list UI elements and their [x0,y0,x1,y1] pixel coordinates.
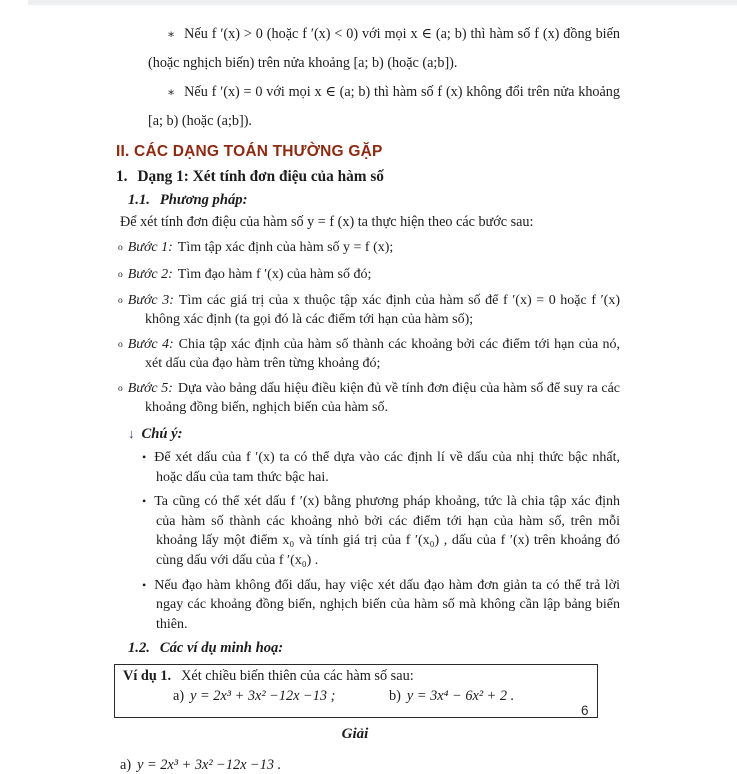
asterisk-bullet-icon: ∗ [167,85,176,99]
note-bullet-1-text: Để xét dấu của f ′(x) ta có thể dựa vào các định lí về dấu của nhị thức bậc nhất, hoặc dấu của tam thức bậc hai. [154,450,620,485]
circle-bullet-icon: o [118,340,123,350]
step-label: Bước 1: [127,240,173,255]
step-label: Bước 2: [127,266,173,282]
method-step-1 [112,239,620,258]
example-item-a [173,688,335,705]
example-label: Ví dụ 1. [123,668,172,685]
step-label: Bước 3: [127,293,174,308]
example-item-b [389,688,514,705]
note-bullet-2 [112,492,620,570]
method-step-4 [112,336,620,372]
intro-bullet-2 [112,78,620,136]
intro-bullet-1 [112,20,620,78]
step-text: Dựa vào bảng dấu hiệu điều kiện đủ về tính đơn điệu của hàm số để suy ra các khoảng đồng biến, nghịch biến của hàm số. [145,381,620,415]
item-a-equation: y = 2x³ + 3x² −12x −13 ; [190,688,336,705]
method-step-3 [112,292,620,328]
note-bullet-3 [112,576,620,635]
note-title: Chú ý: [141,426,183,442]
item-b-label: b) [389,688,401,705]
subsection-heading [116,168,620,186]
example-prompt-line [115,666,597,685]
step-label: Bước 5: [127,381,173,396]
step-text: Chia tập xác định của hàm số thành các khoảng bởi các điểm tới hạn của nó, xét dấu của đạo hàm trên từng khoảng đó; [145,337,620,371]
solution-line-a [120,757,620,774]
examples-title: Các ví dụ minh hoạ: [159,640,284,657]
example-prompt: Xét chiều biến thiên của các hàm số sau: [181,668,414,685]
method-step-5 [112,380,620,416]
note-bullet-1 [112,448,620,487]
method-step-2 [112,266,620,285]
step-text: Tìm đạo hàm f ′(x) của hàm số đó; [177,266,372,282]
section-title: CÁC DẠNG TOÁN THƯỜNG GẶP [134,143,383,160]
scan-edge-shadow [28,0,737,5]
solution-a-equation: y = 2x³ + 3x² −12x −13 . [137,757,282,774]
section-heading [116,143,620,161]
method-heading [128,192,620,209]
example-items-line [115,688,597,712]
subsection-number: 1. [116,168,128,185]
intro-bullet-1-text: Nếu f ′(x) > 0 (hoặc f ′(x) < 0) với mọi x ∈ (a; b) thì hàm số f (x) đồng biến (hoặc nghịch biến) trên nửa khoảng [a; b) (hoặc (a;b]). [148,26,620,71]
step-text: Tìm các giá trị của x thuộc tập xác định của hàm số để f ′(x) = 0 hoặc f ′(x) không xác định (ta gọi đó là các điểm tới hạn của hàm số); [145,293,620,327]
examples-number: 1.2. [128,640,150,657]
step-text: Tìm tập xác định của hàm số y = f (x); [177,240,394,255]
example-box [114,664,598,718]
asterisk-bullet-icon: ∗ [167,27,176,41]
note-heading [128,426,620,443]
subsection-title: Dạng 1: Xét tính đơn điệu của hàm số [137,168,384,185]
method-title: Phương pháp: [159,192,248,208]
dot-bullet-icon: • [142,450,147,464]
item-a-label: a) [173,688,185,705]
step-label: Bước 4: [127,337,174,352]
dot-bullet-icon: • [142,577,147,592]
solution-a-label: a) [120,757,132,774]
circle-bullet-icon: o [118,384,123,394]
page-content [112,20,620,774]
page-number: 6 [581,703,589,718]
item-b-equation: y = 3x⁴ − 6x² + 2 . [406,688,515,705]
down-arrow-icon: ↓ [128,426,135,441]
solution-heading: Giải [341,726,369,743]
method-number: 1.1. [128,192,150,208]
circle-bullet-icon: o [118,269,123,280]
examples-heading [128,640,620,657]
note-bullet-2-text: Ta cũng có thể xét dấu f ′(x) bằng phương pháp khoảng, tức là chia tập xác định của hàm số thành các khoảng nhỏ bởi các điểm tới hạn của hàm số, trên mỗi khoảng lấy một điểm x₀ và tính giá trị của f ′(x₀) , dấu của f ′(x) trên khoảng đó cùng dấu với dấu của f ′(x₀) . [154,494,620,568]
circle-bullet-icon: o [118,296,123,306]
section-number: II. [116,143,130,160]
intro-bullet-2-text: Nếu f ′(x) = 0 với mọi x ∈ (a; b) thì hàm số f (x) không đổi trên nửa khoảng [a; b) (hoặc (a;b]). [148,84,620,129]
note-bullet-3-text: Nếu đạo hàm không đổi dấu, hay việc xét dấu đạo hàm đơn giản ta có thể trả lời ngay các khoảng đồng biến, nghịch biến của hàm số mà không cần lập bảng biến thiên. [154,577,620,632]
circle-bullet-icon: o [118,243,123,253]
dot-bullet-icon: • [142,494,147,509]
method-intro: Để xét tính đơn điệu của hàm số y = f (x) ta thực hiện theo các bước sau: [120,214,534,230]
